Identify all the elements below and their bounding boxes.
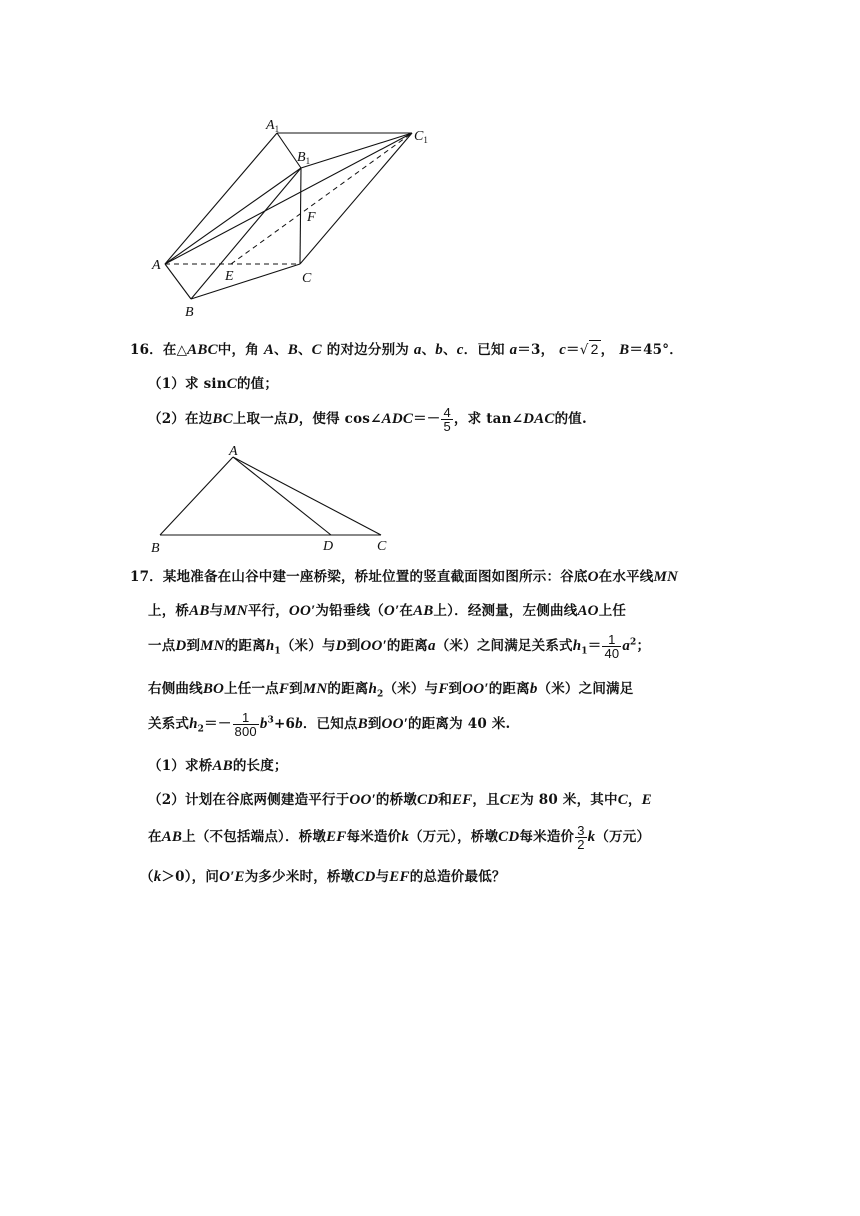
- problem-17-line-3: 一点D到MN的距离$h_1$（米）与D到OO′的距离a（米）之间满足关系式$h_1=$ $\frac{1}{40}$ $a^2$；: [148, 632, 651, 661]
- label-C1: $C_1$: [414, 129, 428, 145]
- triangle-figure: [148, 442, 398, 554]
- side-A-C: [233, 457, 381, 535]
- edge-B-C: [191, 264, 300, 299]
- edge-C-B1: [300, 168, 301, 264]
- problem-17-q2-line-1: （2）计划在谷底两侧建造平行于OO′的桥墩CD和EF，且CE为 80 米，其中C，E: [148, 792, 652, 808]
- problem-17-line-2: 上，桥AB与MN平行，OO′为铅垂线（O′在AB上）．经测量，左侧曲线AO上任: [148, 603, 627, 619]
- label-A: A: [229, 444, 238, 459]
- fraction-3-2: $\frac{3}{2}$: [577, 823, 585, 852]
- fraction-1-800: $\frac{1}{800}$: [234, 710, 257, 739]
- label-D: D: [323, 539, 334, 554]
- label-A1: $A_1$: [266, 118, 280, 134]
- side-A-B: [160, 457, 233, 535]
- edge-A-A1: [165, 133, 277, 264]
- prism-figure: [140, 110, 440, 325]
- label-C: C: [302, 271, 312, 286]
- edge-A-C1: [165, 133, 412, 264]
- triangle-diagram: [148, 442, 398, 554]
- segment-A-D: [233, 457, 331, 535]
- sqrt-2: √ 2: [579, 341, 599, 358]
- label-B: B: [185, 305, 194, 320]
- label-B: B: [151, 541, 160, 556]
- label-A: A: [152, 258, 161, 273]
- fraction-1-40: $\frac{1}{40}$: [604, 632, 620, 661]
- label-C: C: [377, 539, 387, 554]
- label-E: E: [225, 269, 234, 284]
- label-F: F: [307, 210, 316, 225]
- problem-17-q2-line-2: 在AB上（不包括端点）．桥墩EF每米造价k（万元），桥墩CD每米造价 $\frac{3}{2}$ k（万元）: [148, 823, 651, 852]
- problem-16-stem: 16．在△ABC中，角 A、B、C 的对边分别为 a、b、c．已知 a＝3， c＝√ 2 ， B＝45°．: [130, 341, 683, 358]
- edge-A-B: [165, 264, 191, 299]
- edge-C-C1: [300, 133, 412, 264]
- prism-diagram: [140, 110, 440, 325]
- problem-17-q1: （1）求桥AB的长度；: [148, 758, 288, 774]
- problem-17-line-1: 17．某地准备在山谷中建一座桥梁，桥址位置的竖直截面图如图所示：谷底O在水平线MN: [130, 569, 679, 585]
- problem-17-q2-line-3: （k＞0），问O′E为多少米时，桥墩CD与EF的总造价最低？: [140, 869, 506, 885]
- label-B1: $B_1$: [297, 150, 311, 166]
- problem-17-line-5: 关系式$h_2=-$ $\frac{1}{800}$ $b^3+6b$．已知点B到OO′的距离为 40 米.: [148, 710, 511, 739]
- problem-17-line-4: 右侧曲线BO上任一点F到MN的距离$h_2$（米）与F到OO′的距离b（米）之间满足: [148, 681, 634, 700]
- problem-16-q2: （2）在边BC上取一点D，使得 cos∠ADC＝－ $\frac{4}{5}$ ，求 tan∠DAC的值.: [148, 405, 587, 434]
- problem-16-q1: （1）求 sinC的值；: [148, 376, 279, 392]
- fraction-4-5: $\frac{4}{5}$: [443, 405, 451, 434]
